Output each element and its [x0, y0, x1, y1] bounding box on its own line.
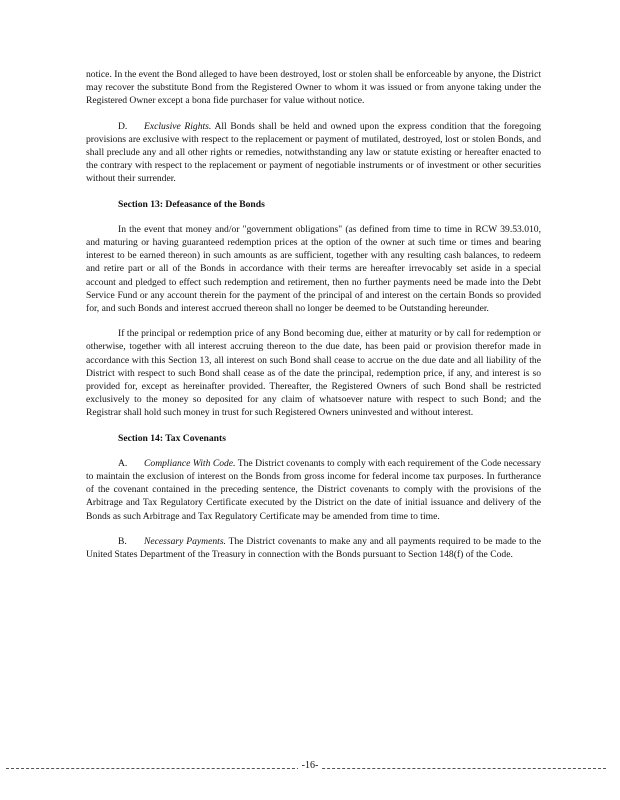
section-13-paragraph-2: If the principal or redemption price of any Bond becoming due, either at maturity or by call for redemption or otherwise, together with all interest accruing thereon to the due date, has been paid or provision therefor made in accordance with this Section 13, all interest on such Bond shall cease to accrue on the due date and all liability of the District with respect to such Bond shall cease as of the date the principal, redemption price, if any, and interest is so provided for, except as hereinafter provided. Thereafter, the Registered Owners of such Bond shall be restricted exclusively to the money so deposited for any claim of whatsoever nature with respect to such Bond; and the Registrar shall hold such money in trust for such Registered Owners uninvested and without interest. [86, 328, 541, 419]
item-letter-b: B. [118, 535, 127, 547]
item-text-compliance: The District covenants to comply with each requirement of the Code necessary to maintain the exclusion of interest on the Bonds from gross income for federal income tax purposes. In furtherance of the covenant contained in the preceding sentence, the District covenants to comply with the provisions of the Arbitrage and Tax Regulatory Certificate executed by the District on the date of initial issuance and delivery of the Bonds as such Arbitrage and Tax Regulatory Certificate may be amended from time to time. [86, 457, 541, 522]
item-title-compliance: Compliance With Code. [144, 457, 236, 469]
item-text-exclusive-rights: All Bonds shall be held and owned upon the express condition that the foregoing provisions are exclusive with respect to the replacement or payment of mutilated, destroyed, lost or stolen Bonds, and shall preclude any and all other rights or remedies, notwithstanding any law or statute existing or hereafter enacted to the contrary with respect to the replacement or payment of negotiable instruments or of investment or other securities without their surrender. [86, 120, 541, 185]
item-title-exclusive-rights: Exclusive Rights. [144, 120, 212, 132]
item-text-necessary-payments: The District covenants to make any and all payments required to be made to the United States Department of the Treasury in connection with the Bonds pursuant to Section 148(f) of the Code. [86, 535, 541, 561]
item-letter-d: D. [118, 120, 128, 132]
item-title-necessary-payments: Necessary Payments. [144, 535, 226, 547]
section-13-paragraph-1: In the event that money and/or "government obligations" (as defined from time to time in RCW 39.53.010, and maturing or having guaranteed redemption prices at the option of the owner at such time or times and bearing interest to be earned thereon) in such amounts as are sufficient, together with any resulting cash balances, to redeem and retire part or all of the Bonds in accordance with their terms are hereafter irrevocably set aside in a special account and pledged to effect such redemption and retirement, then no further payments need be made into the Debt Service Fund or any account therein for the payment of the principal of and interest on the certain Bonds so provided for, and such Bonds and interest accrued thereon shall no longer be deemed to be Outstanding hereunder. [86, 223, 541, 315]
paragraph-continuation: notice. In the event the Bond alleged to have been destroyed, lost or stolen shall be enforceable by anyone, the District may recover the substitute Bond from the Registered Owner to whom it was issued or from anyone taking under the Registered Owner except a bona fide purchaser for value without notice. [86, 69, 541, 107]
paragraph-d-exclusive-rights [86, 120, 541, 186]
page-number-text: -16- [298, 760, 323, 771]
page-number [0, 760, 620, 771]
paragraph-a-compliance [86, 457, 541, 523]
section-13-heading: Section 13: Defeasance of the Bonds [118, 198, 265, 210]
section-14-heading: Section 14: Tax Covenants [118, 432, 226, 444]
page-footer [0, 760, 620, 780]
paragraph-b-necessary-payments [86, 535, 541, 561]
document-page [86, 68, 541, 573]
item-letter-a: A. [118, 457, 128, 469]
